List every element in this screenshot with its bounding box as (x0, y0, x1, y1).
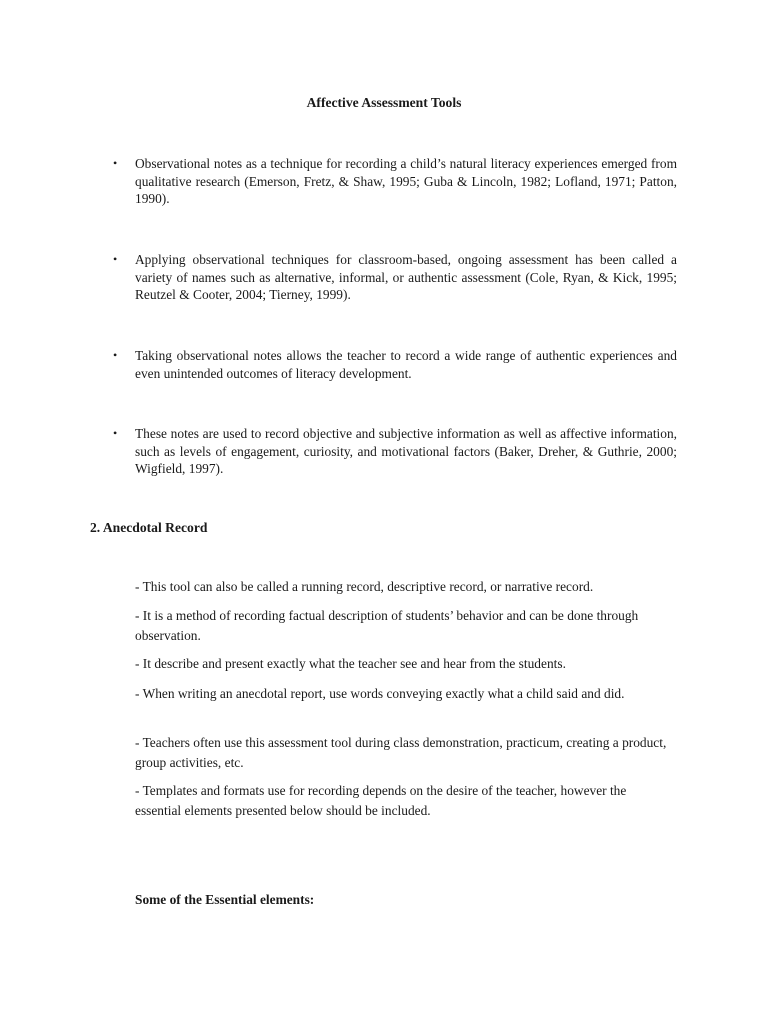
record-item: - Templates and formats use for recording depends on the desire of the teacher, however the essential elements presented below should be included. (135, 783, 627, 818)
record-item: - Teachers often use this assessment tool during class demonstration, practicum, creating a product, group activities, etc. (135, 735, 667, 770)
bullet-item (113, 425, 677, 478)
essential-elements-heading: Some of the Essential elements: (135, 892, 315, 907)
bullet-icon: • (113, 348, 118, 362)
bullet-icon: • (113, 252, 118, 266)
record-item: - When writing an anecdotal report, use words conveying exactly what a child said and did. (135, 686, 625, 701)
record-item: - It describe and present exactly what the teacher see and hear from the students. (135, 656, 566, 671)
bullet-item (113, 347, 677, 382)
bullet-item (113, 251, 677, 304)
section-heading: 2. Anecdotal Record (90, 520, 208, 535)
document-title: Affective Assessment Tools (306, 95, 462, 110)
bullet-icon: • (113, 156, 118, 170)
record-item: - It is a method of recording factual description of students’ behavior and can be done through observation. (135, 608, 639, 643)
bullet-text: These notes are used to record objective and subjective information as well as affective information, such as levels of engagement, curiosity, and motivational factors (Baker, Dreher, & Guthrie, 2000; Wigfield, 1997). (135, 426, 677, 477)
bullet-text: Taking observational notes allows the teacher to record a wide range of authentic experiences and even unintended outcomes of literacy development. (135, 348, 677, 381)
bullet-text: Observational notes as a technique for recording a child’s natural literacy experiences emerged from qualitative research (Emerson, Fretz, & Shaw, 1995; Guba & Lincoln, 1982; Lofland, 1971; Patton, 1990). (135, 156, 677, 207)
bullet-item (113, 155, 677, 208)
bullet-text: Applying observational techniques for classroom-based, ongoing assessment has been called a variety of names such as alternative, informal, or authentic assessment (Cole, Ryan, & Kick, 1995; Reutzel & Cooter, 2004; Tierney, 1999). (135, 252, 677, 303)
bullet-icon: • (113, 426, 118, 440)
record-item: - This tool can also be called a running record, descriptive record, or narrative record. (135, 579, 594, 594)
